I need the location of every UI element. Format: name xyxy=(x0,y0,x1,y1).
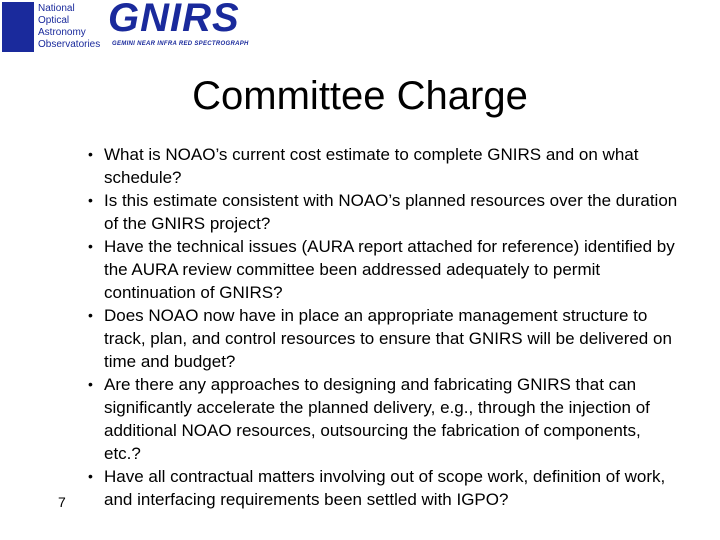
noao-logo-text xyxy=(38,3,104,51)
bullet-text: Are there any approaches to designing and fabricating GNIRS that can significantly accelerate the planned delivery, e.g., through the injection of additional NOAO resources, outsourcing the fabrication of components, etc.? xyxy=(104,375,650,463)
slide-number: 7 xyxy=(58,494,66,510)
bullet-item xyxy=(88,235,678,304)
noao-logo-line: Astronomy xyxy=(38,27,86,38)
bullet-text: What is NOAO’s current cost estimate to complete GNIRS and on what schedule? xyxy=(104,145,639,187)
bullet-text: Have all contractual matters involving out of scope work, definition of work, and interfacing requirements been settled with IGPO? xyxy=(104,467,666,509)
noao-logo xyxy=(2,2,102,52)
bullet-text: Is this estimate consistent with NOAO’s planned resources over the duration of the GNIRS project? xyxy=(104,191,678,233)
bullet-item xyxy=(88,373,678,465)
gnirs-logo-title: GNIRS xyxy=(108,0,240,40)
bullet-icon: • xyxy=(88,238,93,254)
noao-logo-line: Optical xyxy=(38,15,70,26)
bullet-item xyxy=(88,143,678,189)
bullet-list xyxy=(88,143,678,511)
bullet-icon: • xyxy=(88,376,93,392)
gnirs-logo xyxy=(108,0,249,52)
noao-logo-line: Observatories xyxy=(38,39,101,50)
noao-logo-line: National xyxy=(38,3,75,14)
gnirs-logo-subtitle: GEMINI NEAR INFRA RED SPECTROGRAPH xyxy=(112,41,249,47)
header xyxy=(0,0,720,60)
bullet-icon: • xyxy=(88,192,93,208)
bullet-text: Does NOAO now have in place an appropriate management structure to track, plan, and control resources to ensure that GNIRS will be delivered on time and budget? xyxy=(104,306,672,371)
bullet-icon: • xyxy=(88,146,93,162)
bullet-icon: • xyxy=(88,468,93,484)
bullet-text: Have the technical issues (AURA report attached for reference) identified by the AURA review committee been addressed adequately to permit continuation of GNIRS? xyxy=(104,237,675,302)
noao-logo-icon xyxy=(2,2,34,52)
bullet-icon: • xyxy=(88,307,93,323)
bullet-item xyxy=(88,189,678,235)
slide-title: Committee Charge xyxy=(192,74,528,118)
bullet-item xyxy=(88,465,678,511)
bullet-item xyxy=(88,304,678,373)
